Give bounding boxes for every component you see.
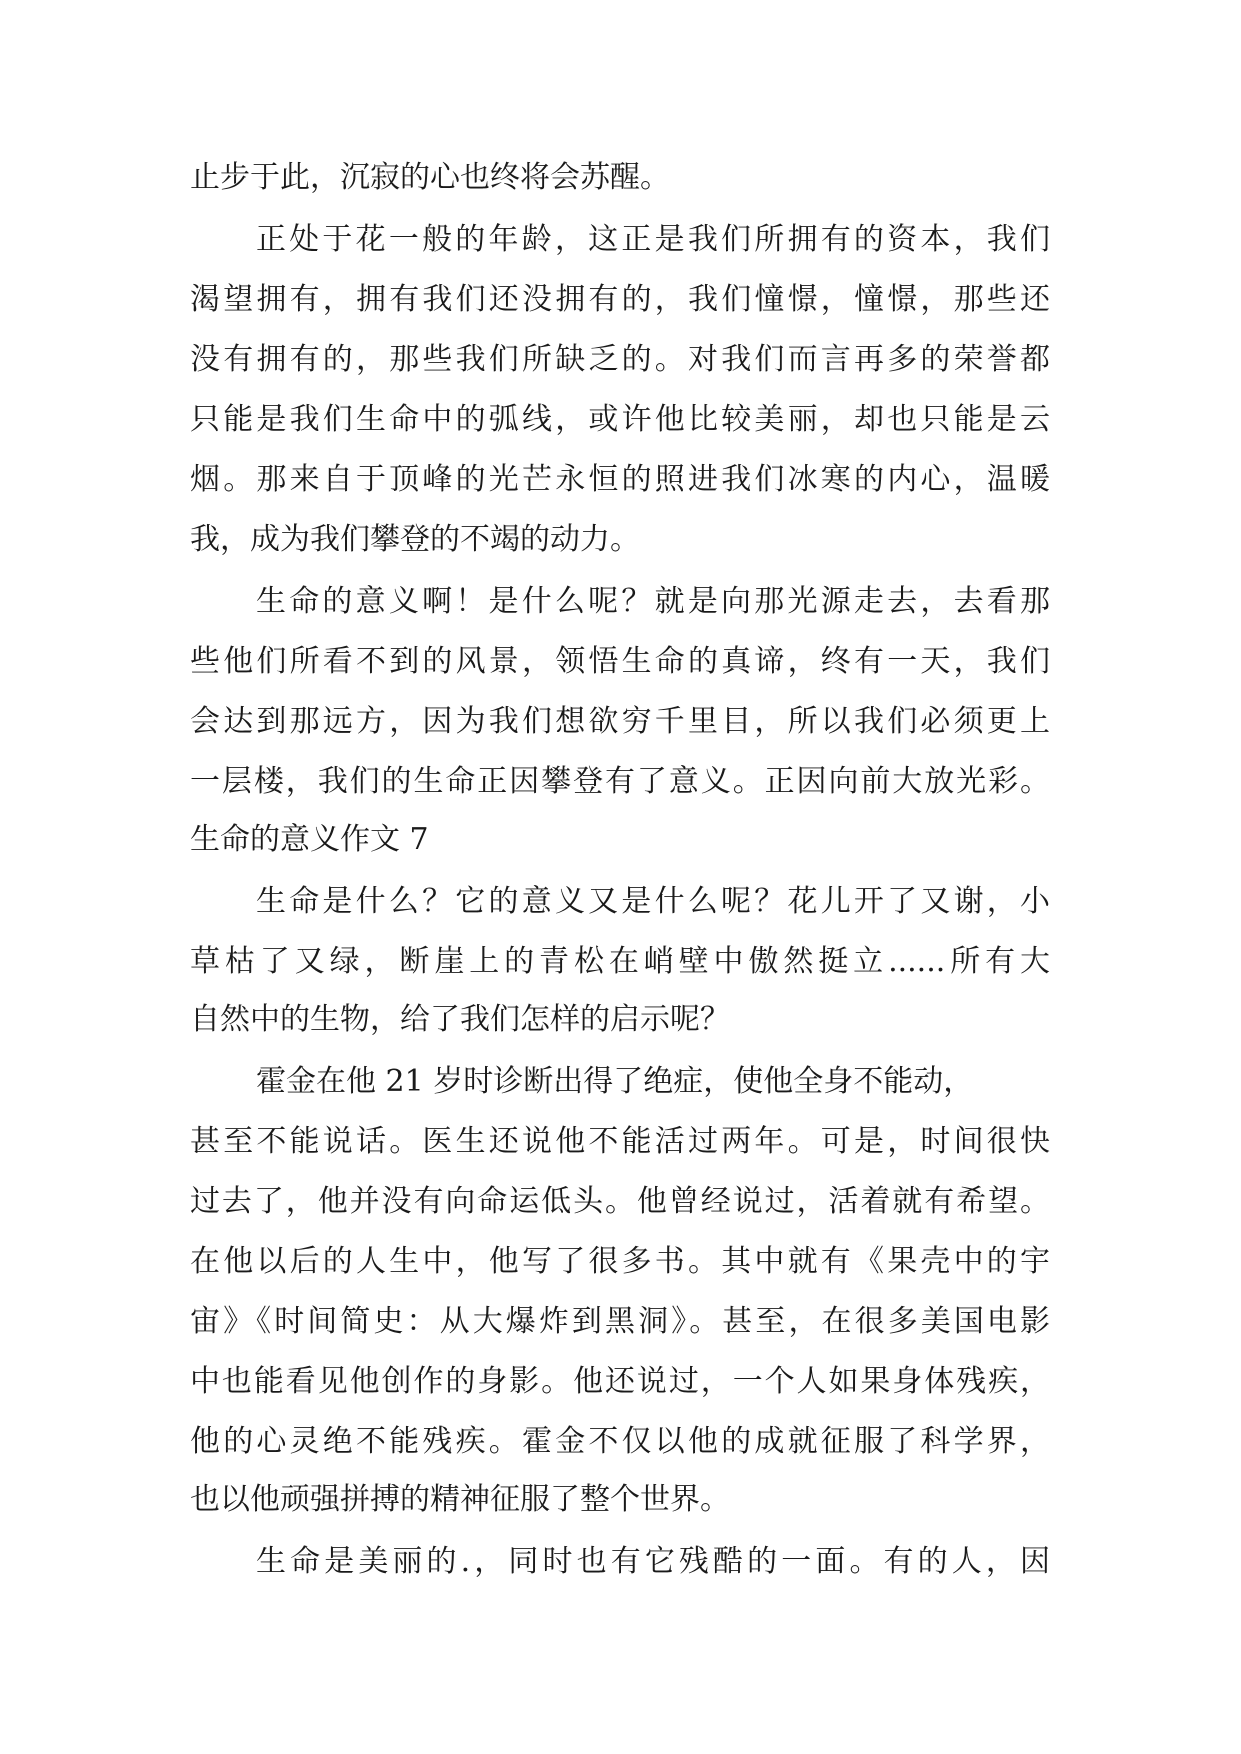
text-line: 生命的意义啊！是什么呢？就是向那光源走去，去看那 — [256, 584, 1050, 619]
text-line: 甚至不能说话。医生还说他不能活过两年。可是，时间很快 — [190, 1124, 1050, 1159]
text-line: 草枯了又绿，断崖上的青松在峭壁中傲然挺立......所有大 — [190, 944, 1050, 979]
text-line: 生命是美丽的.，同时也有它残酷的一面。有的人，因 — [256, 1544, 1050, 1579]
text-line: 正处于花一般的年龄，这正是我们所拥有的资本，我们 — [256, 222, 1050, 257]
text-line: 也以他顽强拼搏的精神征服了整个世界。 — [190, 1482, 730, 1517]
text-line: 些他们所看不到的风景，领悟生命的真谛，终有一天，我们 — [190, 644, 1050, 679]
text-line: 生命是什么？它的意义又是什么呢？花儿开了又谢，小 — [256, 884, 1050, 919]
text-line: 我，成为我们攀登的不竭的动力。 — [190, 522, 640, 557]
text-line: 中也能看见他创作的身影。他还说过，一个人如果身体残疾， — [190, 1364, 1050, 1399]
text-line: 在他以后的人生中，他写了很多书。其中就有《果壳中的宇 — [190, 1244, 1050, 1279]
text-line: 自然中的生物，给了我们怎样的启示呢？ — [190, 1002, 730, 1037]
text-line: 只能是我们生命中的弧线，或许他比较美丽，却也只能是云 — [190, 402, 1050, 437]
text-line: 渴望拥有，拥有我们还没拥有的，我们憧憬，憧憬，那些还 — [190, 282, 1050, 317]
text-line: 一层楼，我们的生命正因攀登有了意义。正因向前大放光彩。 — [190, 764, 1050, 799]
section-heading: 生命的意义作文 7 — [190, 822, 429, 857]
text-line: 过去了，他并没有向命运低头。他曾经说过，活着就有希望。 — [190, 1184, 1050, 1219]
text-line: 他的心灵绝不能残疾。霍金不仅以他的成就征服了科学界， — [190, 1424, 1050, 1459]
text-line: 会达到那远方，因为我们想欲穷千里目，所以我们必须更上 — [190, 704, 1050, 739]
text-line: 烟。那来自于顶峰的光芒永恒的照进我们冰寒的内心，温暖 — [190, 462, 1050, 497]
text-line: 宙》《时间简史：从大爆炸到黑洞》。甚至，在很多美国电影 — [190, 1304, 1050, 1339]
text-line: 止步于此，沉寂的心也终将会苏醒。 — [190, 160, 670, 195]
text-line: 没有拥有的，那些我们所缺乏的。对我们而言再多的荣誉都 — [190, 342, 1050, 377]
text-line: 霍金在他 21 岁时诊断出得了绝症，使他全身不能动， — [256, 1064, 974, 1099]
